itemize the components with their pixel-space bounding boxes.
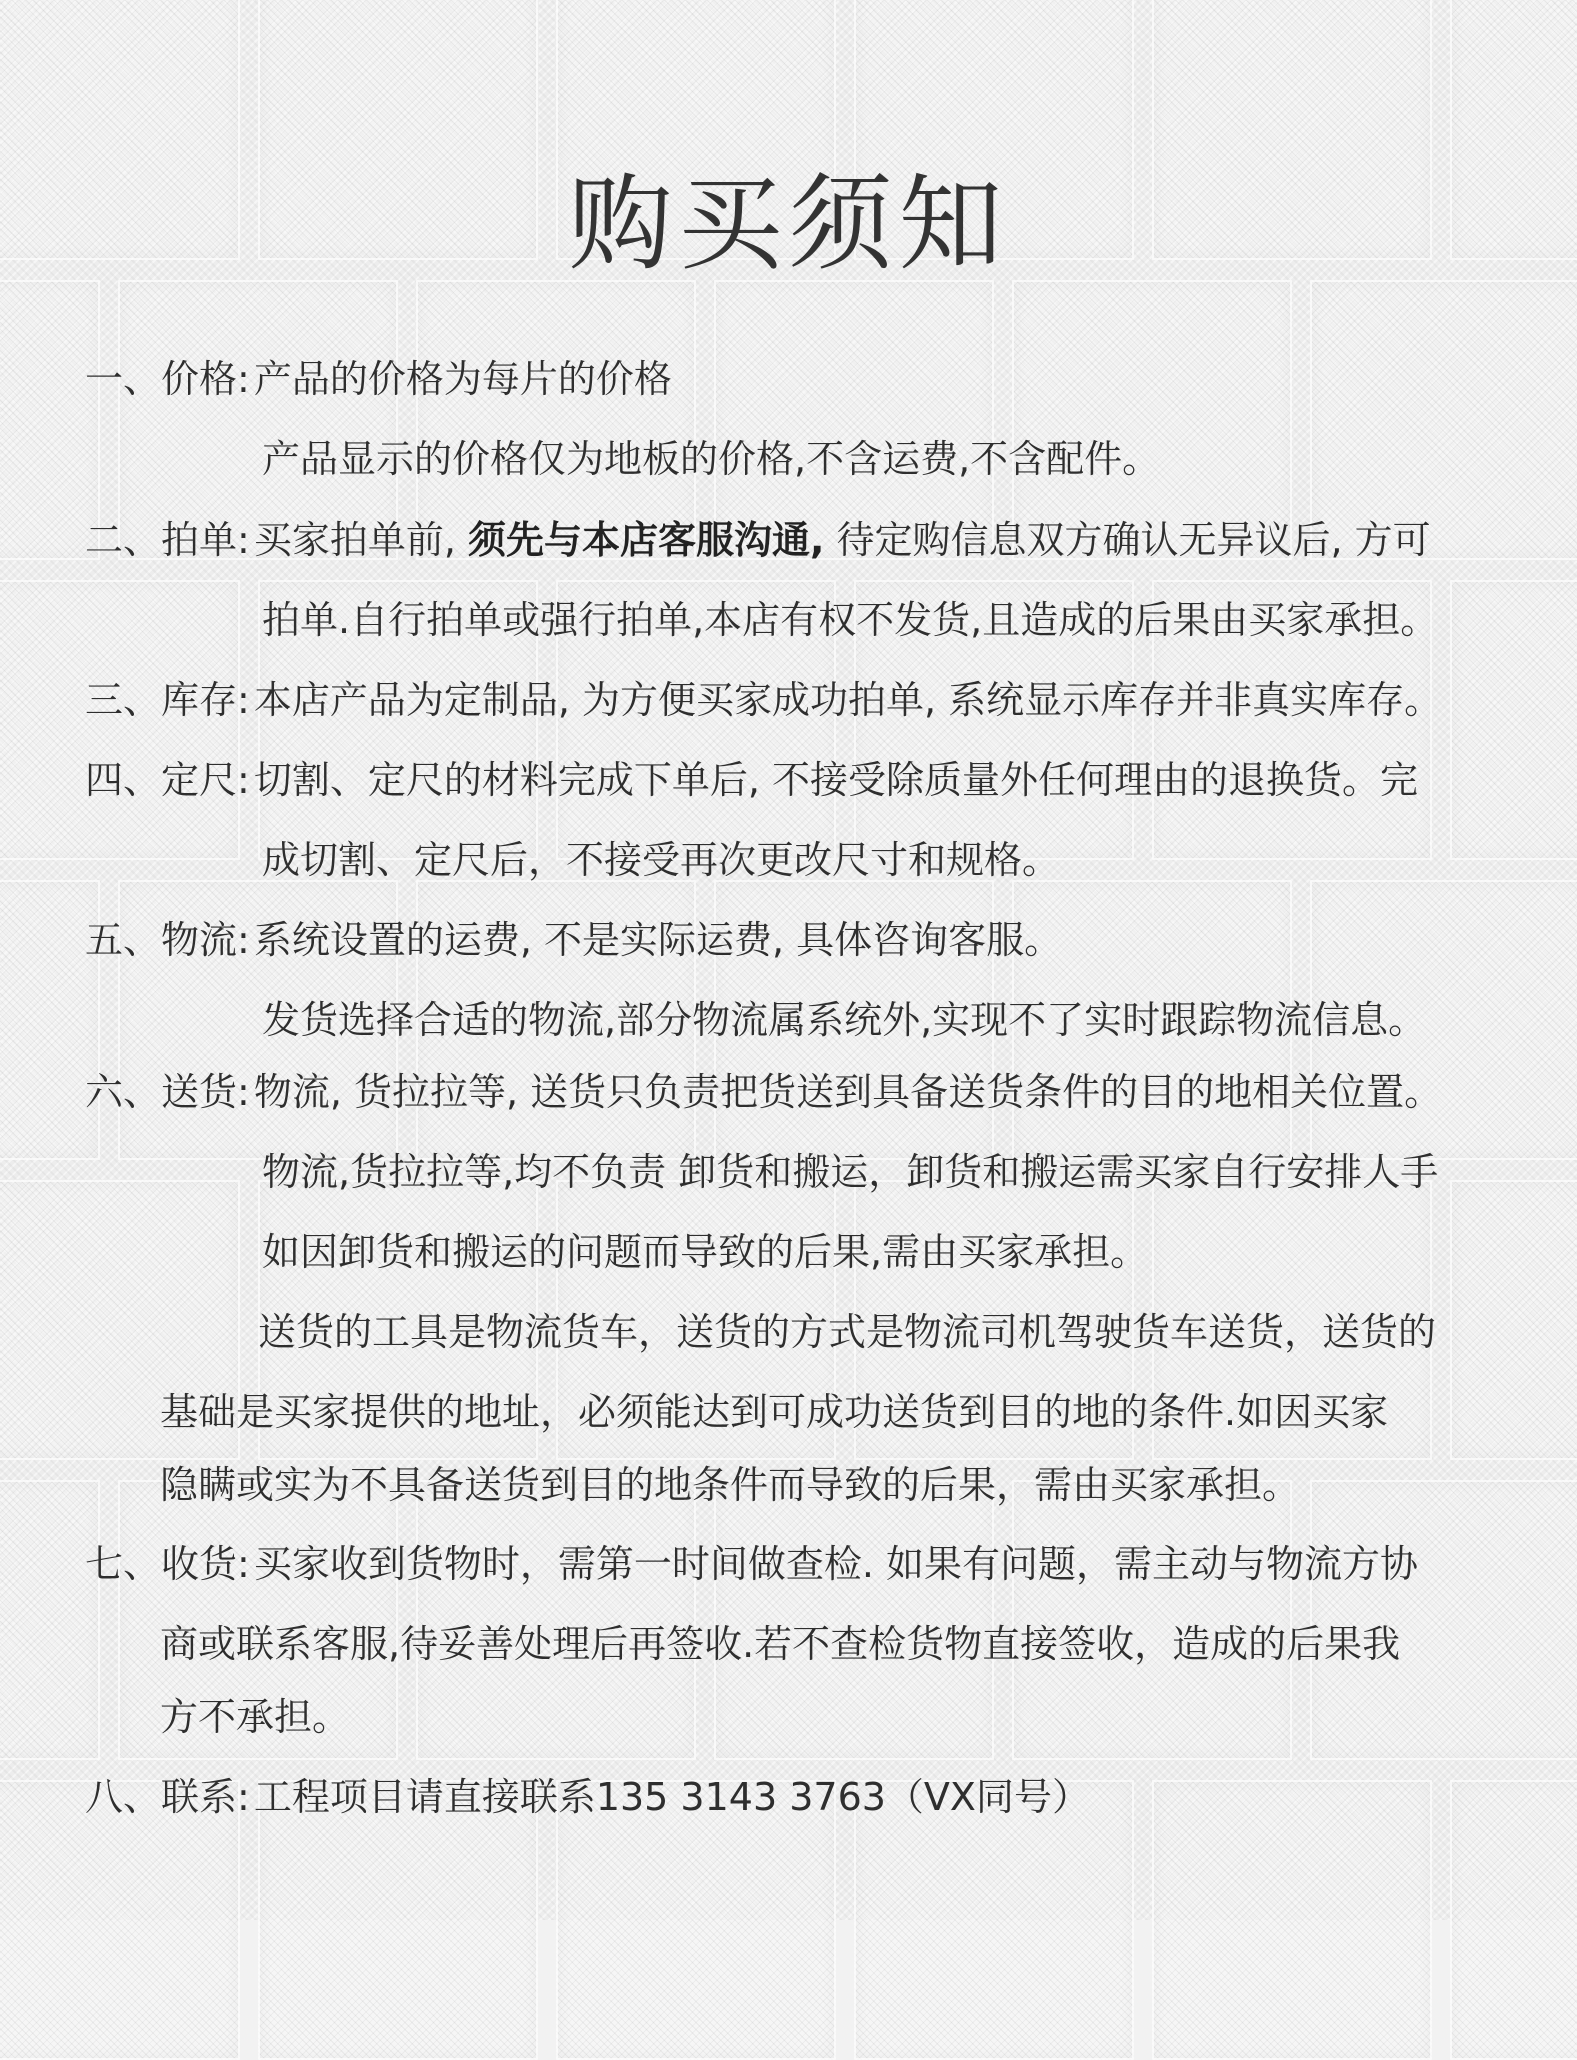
notice-logistics <box>85 916 1062 964</box>
section-label: 五、物流: <box>85 918 250 962</box>
section-text: 买家拍单前, <box>253 518 468 562</box>
notice-delivery-line: 如因卸货和搬运的问题而导致的后果,需由买家承担。 <box>262 1230 1149 1274</box>
notice-delivery-line: 基础是买家提供的地址，必须能达到可成功送货到目的地的条件.如因买家 <box>160 1390 1389 1434</box>
section-text: 待定购信息双方确认无异议后, 方可 <box>824 518 1431 562</box>
section-text: 买家收到货物时，需第一时间做查检. 如果有问题，需主动与物流方协 <box>253 1542 1418 1586</box>
section-label: 二、拍单: <box>85 518 250 562</box>
notice-receipt-line: 商或联系客服,待妥善处理后再签收.若不查检货物直接签收，造成的后果我 <box>160 1622 1401 1666</box>
notice-receipt <box>85 1540 1418 1588</box>
section-label: 六、送货: <box>85 1070 250 1114</box>
notice-sizing-line: 成切割、定尺后，不接受再次更改尺寸和规格。 <box>262 838 1061 882</box>
notice-delivery-line: 隐瞒或实为不具备送货到目的地条件而导致的后果，需由买家承担。 <box>160 1463 1301 1507</box>
notice-delivery <box>85 1068 1442 1116</box>
section-text: 切割、定尺的材料完成下单后, 不接受除质量外任何理由的退换货。完 <box>253 758 1418 802</box>
section-text: 物流, 货拉拉等, 送货只负责把货送到具备送货条件的目的地相关位置。 <box>253 1070 1443 1114</box>
section-text: 产品的价格为每片的价格 <box>253 357 672 401</box>
notice-order-line: 拍单.自行拍单或强行拍单,本店有权不发货,且造成的后果由买家承担。 <box>262 598 1439 642</box>
section-text: 系统设置的运费, 不是实际运费, 具体咨询客服。 <box>253 918 1063 962</box>
section-label: 一、价格: <box>85 357 250 401</box>
emphasis-text: 须先与本店客服沟通, <box>467 518 825 562</box>
notice-receipt-line: 方不承担。 <box>160 1695 351 1739</box>
notice-order <box>85 516 1431 564</box>
notice-sizing <box>85 756 1418 804</box>
section-text: 本店产品为定制品, 为方便买家成功拍单, 系统显示库存并非真实库存。 <box>253 678 1443 722</box>
notice-stock <box>85 676 1442 724</box>
notice-price <box>85 355 672 403</box>
notice-contact <box>85 1773 1090 1821</box>
section-label: 七、收货: <box>85 1542 250 1586</box>
section-label: 三、库存: <box>85 678 250 722</box>
notice-price-line: 产品显示的价格仅为地板的价格,不含运费,不含配件。 <box>262 437 1161 481</box>
section-label: 四、定尺: <box>85 758 250 802</box>
page-title: 购买须知 <box>568 163 1009 285</box>
notice-logistics-line: 发货选择合适的物流,部分物流属系统外,实现不了实时跟踪物流信息。 <box>262 998 1427 1042</box>
notice-delivery-line: 送货的工具是物流货车，送货的方式是物流司机驾驶货车送货，送货的 <box>258 1310 1437 1354</box>
contact-text: 工程项目请直接联系135 3143 3763（VX同号） <box>253 1775 1090 1819</box>
section-label: 八、联系: <box>85 1775 250 1819</box>
notice-delivery-line: 物流,货拉拉等,均不负责 卸货和搬运，卸货和搬运需买家自行安排人手 <box>262 1150 1439 1194</box>
